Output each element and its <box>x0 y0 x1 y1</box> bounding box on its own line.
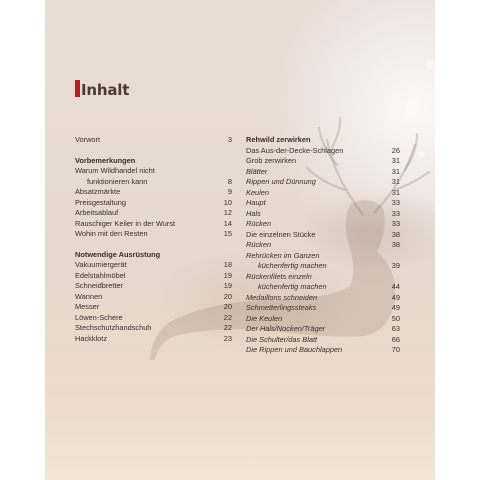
light-bokeh <box>417 150 425 158</box>
light-bokeh <box>425 60 435 70</box>
toc-entry-page: 31 <box>391 166 400 176</box>
toc-entry <box>75 260 232 271</box>
toc-entry-page: 18 <box>223 260 232 269</box>
toc-section-heading: Notwendige Ausrüstung <box>75 249 161 259</box>
toc-entry <box>246 314 400 325</box>
title-initial: I <box>81 81 87 99</box>
toc-entry-label: Die Schulter/das Blatt <box>246 334 318 344</box>
toc-entry-page: 3 <box>227 135 232 144</box>
toc-entry-label: Medaillons schneiden <box>246 292 318 302</box>
toc-entry <box>75 166 232 177</box>
toc-entry-page: 12 <box>223 208 232 217</box>
toc-entry <box>75 198 232 209</box>
toc-entry-label: Grob zerwirken <box>246 156 297 165</box>
toc-entry-page: 10 <box>223 197 232 207</box>
toc-entry-page: 49 <box>391 303 400 312</box>
toc-entry <box>246 345 400 356</box>
toc-entry-label: Schneidbretter <box>75 281 124 290</box>
toc-entry <box>246 188 400 199</box>
toc-entry-page: 33 <box>391 198 400 207</box>
toc-entry <box>246 303 400 314</box>
toc-entry-label: Absatzmärkte <box>75 187 121 196</box>
toc-entry <box>246 240 400 251</box>
toc-entry <box>75 177 232 188</box>
toc-entry <box>75 323 232 334</box>
toc-entry-label: Hackklotz <box>75 333 108 343</box>
toc-entry-label: Löwen-Schere <box>75 312 123 322</box>
toc-section-heading: Vorbemerkungen <box>75 155 136 165</box>
toc-entry-page: 63 <box>391 324 400 333</box>
toc-entry <box>75 229 232 240</box>
toc-entry-page: 31 <box>391 156 400 165</box>
toc-entry-label: Stechschutzhandschuh <box>75 323 152 332</box>
toc-entry <box>246 209 400 220</box>
toc-entry <box>75 313 232 324</box>
toc-entry-label: küchenfertig machen <box>258 282 327 291</box>
toc-entry-page: 31 <box>391 187 400 197</box>
toc-entry-page: 19 <box>223 281 232 290</box>
toc-entry-page <box>386 251 400 262</box>
toc-entry-page: 31 <box>391 177 400 186</box>
toc-entry-label: Hals <box>246 208 261 218</box>
toc-entry-label: Rehrücken im Ganzen <box>246 250 320 260</box>
toc-entry <box>75 334 232 345</box>
toc-entry-label: Blätter <box>246 166 268 176</box>
toc-entry-label: Die Rippen und Bauchlappen <box>246 345 343 354</box>
page-title <box>75 80 129 99</box>
toc-entry-page: 23 <box>223 333 232 343</box>
toc-entry-label: Das Aus-der-Decke-Schlagen <box>246 145 344 155</box>
toc-entry <box>246 230 400 241</box>
toc-entry-label: Keulen <box>246 187 270 197</box>
toc-entry-label: Arbeitsablauf <box>75 208 119 217</box>
toc-entry-label: Warum Wildhandel nicht <box>75 166 155 175</box>
toc-entry-label: Wannen <box>75 291 103 301</box>
toc-entry <box>75 208 232 219</box>
toc-left-column <box>75 135 232 344</box>
toc-entry-label: küchenfertig machen <box>258 261 327 270</box>
toc-entry <box>75 187 232 198</box>
toc-entry-page: 15 <box>223 229 232 238</box>
toc-entry-page: 49 <box>391 292 400 302</box>
toc-entry-label: Rippen und Dünnung <box>246 177 316 186</box>
toc-entry-label: Vakuumiergerät <box>75 260 127 269</box>
toc-entry-page <box>218 166 232 177</box>
toc-entry <box>75 219 232 230</box>
toc-entry-page <box>386 272 400 283</box>
spacer <box>75 240 232 250</box>
toc-entry-page: 33 <box>391 219 400 228</box>
toc-entry-page: 66 <box>391 334 400 344</box>
toc-entry-label: Die einzelnen Stücke <box>246 229 316 239</box>
toc-entry <box>246 251 400 262</box>
toc-entry-page: 50 <box>391 313 400 323</box>
toc-entry <box>246 335 400 346</box>
toc-entry-label: Haupt <box>246 198 266 207</box>
spacer <box>75 146 232 156</box>
toc-entry-page: 8 <box>227 176 232 186</box>
toc-entry <box>246 282 400 293</box>
toc-entry-label: Edelstahlmöbel <box>75 270 126 280</box>
toc-entry <box>246 146 400 157</box>
toc-entry <box>246 198 400 209</box>
toc-entry-page: 22 <box>223 323 232 332</box>
toc-entry-label: Vorwort <box>75 135 101 144</box>
title-initial-mark <box>75 80 80 97</box>
toc-entry-page: 44 <box>391 282 400 291</box>
toc-entry <box>246 272 400 283</box>
toc-entry-page: 39 <box>391 261 400 270</box>
toc-entry <box>75 271 232 282</box>
toc-entry-label: Rauschiger Keiler in der Wurst <box>75 218 176 228</box>
toc-entry <box>246 293 400 304</box>
toc-entry-label: Rücken <box>246 219 272 228</box>
toc-entry-page: 26 <box>391 145 400 155</box>
toc-right-column <box>246 135 400 356</box>
toc-entry <box>75 135 232 146</box>
toc-entry <box>246 156 400 167</box>
light-bokeh <box>405 100 419 114</box>
toc-entry-page: 20 <box>223 291 232 301</box>
toc-entry <box>75 281 232 292</box>
toc-entry <box>246 219 400 230</box>
toc-entry <box>75 302 232 313</box>
toc-entry-page: 38 <box>391 229 400 239</box>
toc-entry-page: 33 <box>391 208 400 218</box>
toc-entry-page: 38 <box>391 240 400 249</box>
toc-entry-label: funktionieren kann <box>87 176 148 186</box>
toc-entry-page: 19 <box>223 270 232 280</box>
toc-entry <box>246 177 400 188</box>
toc-entry-page: 20 <box>223 302 232 311</box>
toc-entry-page: 22 <box>223 312 232 322</box>
toc-entry-label: Preisgestaltung <box>75 197 126 207</box>
title-rest: nhalt <box>86 81 130 99</box>
toc-entry <box>246 167 400 178</box>
toc-entry-label: Der Hals/Nocken/Träger <box>246 324 326 333</box>
toc-entry-page: 14 <box>223 218 232 228</box>
toc-entry <box>75 292 232 303</box>
toc-entry-label: Messer <box>75 302 100 311</box>
book-page <box>45 0 435 480</box>
toc-entry-label: Rückenfilets einzeln <box>246 271 312 281</box>
toc-entry-label: Rücken <box>246 240 272 249</box>
toc-entry-label: Die Keulen <box>246 313 283 323</box>
toc-entry-label: Schmetterlingssteaks <box>246 303 317 312</box>
toc-entry <box>246 261 400 272</box>
toc-entry <box>246 324 400 335</box>
toc-entry-page: 9 <box>227 187 232 196</box>
toc-entry-label: Wohin mit den Resten <box>75 229 148 238</box>
toc-entry-page: 70 <box>391 345 400 354</box>
toc-section-heading: Rehwild zerwirken <box>246 135 311 144</box>
